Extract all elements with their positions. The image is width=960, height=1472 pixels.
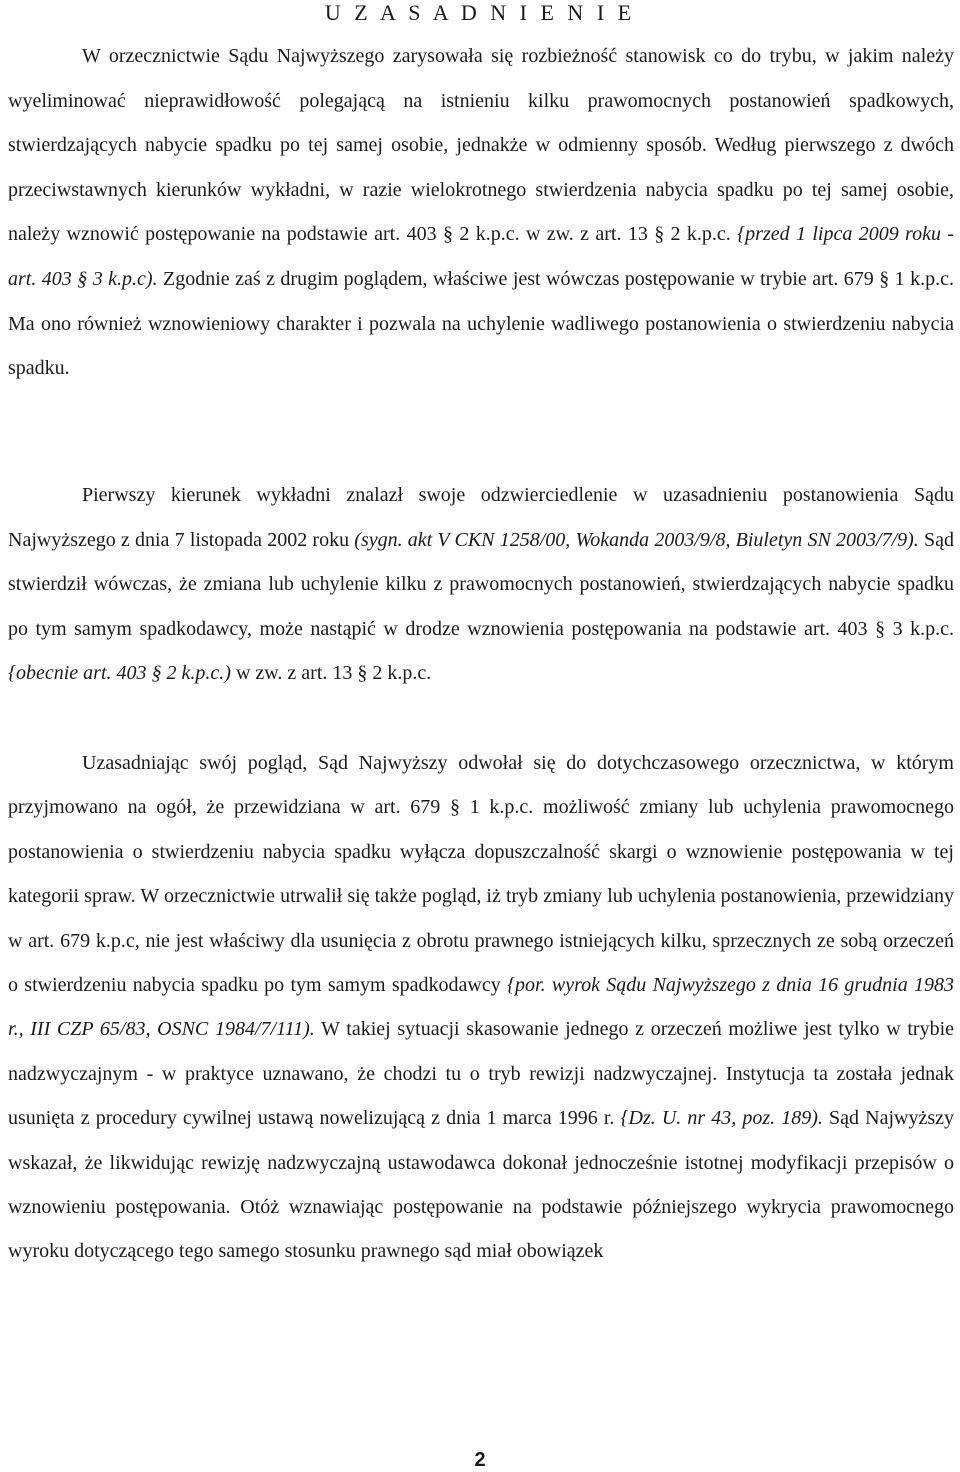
paragraph-3-citation-2: {Dz. U. nr 43, poz. 189).: [620, 1107, 823, 1130]
paragraph-1: [8, 34, 954, 391]
page-number: 2: [474, 1449, 486, 1471]
paragraph-2-text-end: w zw. z art. 13 § 2 k.p.c.: [230, 662, 432, 685]
paragraph-2-text-continued: Sąd stwierdził wówczas, że zmiana lub uchylenie kilku z prawomocnych postanowień, stwierdzających nabycie spadku po tym samym spadkodawcy, może nastąpić w drodze wznowienia postępowania na podstawie art. 403 § 3 k.p.c.: [8, 528, 954, 640]
paragraph-2-citation-2: {obecnie art. 403 § 2 k.p.c.): [8, 662, 231, 685]
paragraph-3-text-continued: W takiej sytuacji skasowanie jednego z orzeczeń możliwe jest tylko w trybie nadzwyczajnym - w praktyce uznawano, że chodzi tu o tryb rewizji nadzwyczajnej. Instytucja ta została jednak usunięta z procedury cywilnej ustawą nowelizującą z dnia 1 marca 1996 r.: [8, 1018, 955, 1130]
paragraph-2-citation: (sygn. akt V CKN 1258/00, Wokanda 2003/9/8, Biuletyn SN 2003/7/9).: [354, 528, 919, 551]
paragraph-3: [8, 741, 954, 1274]
document-heading: U Z A S A D N I E N I E: [324, 0, 636, 25]
paragraph-1-citation: {przed 1 lipca 2009 roku - art. 403 § 3 k.p.c).: [8, 223, 955, 290]
paragraph-3-text-end: Sąd Najwyższy wskazał, że likwidując rewizję nadzwyczajną ustawodawca dokonał jednocześnie istotnej modyfikacji przepisów o wznowieniu postępowania. Otóż wznawiając postępowanie na podstawie późniejszego wykrycia prawomocnego wyroku dotyczącego tego samego stosunku prawnego sąd miał obowiązek: [8, 1107, 955, 1263]
paragraph-3-citation: {por. wyrok Sądu Najwyższego z dnia 16 grudnia 1983 r., III CZP 65/83, OSNC 1984/7/111).: [8, 974, 954, 1041]
paragraph-3-text: Uzasadniając swój pogląd, Sąd Najwyższy odwołał się do dotychczasowego orzecznictwa, w którym przyjmowano na ogół, że przewidziana w art. 679 § 1 k.p.c. możliwość zmiany lub uchylenia prawomocnego postanowienia o stwierdzeniu nabycia spadku wyłącza dopuszczalność skargi o wznowienie postępowania w tej kategorii spraw. W orzecznictwie utrwalił się także pogląd, iż tryb zmiany lub uchylenia postanowienia, przewidziany w art. 679 k.p.c, nie jest właściwy dla usunięcia z obrotu prawnego istniejących kilku, sprzecznych ze sobą orzeczeń o stwierdzeniu nabycia spadku po tym samym spadkodawcy: [8, 752, 954, 997]
paragraph-1-text-continued: Zgodnie zaś z drugim poglądem, właściwe jest wówczas postępowanie w trybie art. 679 § 1 k.p.c. Ma ono również wznowieniowy charakter i pozwala na uchylenie wadliwego postanowienia o stwierdzeniu nabycia spadku.: [8, 267, 954, 380]
paragraph-2-text: Pierwszy kierunek wykładni znalazł swoje odzwierciedlenie w uzasadnieniu postanowienia Sądu Najwyższego z dnia 7 listopada 2002 roku: [8, 484, 954, 551]
paragraph-1-text: W orzecznictwie Sądu Najwyższego zarysowała się rozbieżność stanowisk co do trybu, w jakim należy wyeliminować nieprawidłowość polegającą na istnieniu kilku prawomocnych postanowień spadkowych, stwierdzających nabycie spadku po tej samej osobie, jednakże w odmienny sposób. Według pierwszego z dwóch przeciwstawnych kierunków wykładni, w razie wielokrotnego stwierdzenia nabycia spadku po tej samej osobie, należy wznowić postępowanie na podstawie art. 403 § 2 k.p.c. w zw. z art. 13 § 2 k.p.c.: [8, 45, 954, 246]
paragraph-2: [8, 473, 954, 696]
